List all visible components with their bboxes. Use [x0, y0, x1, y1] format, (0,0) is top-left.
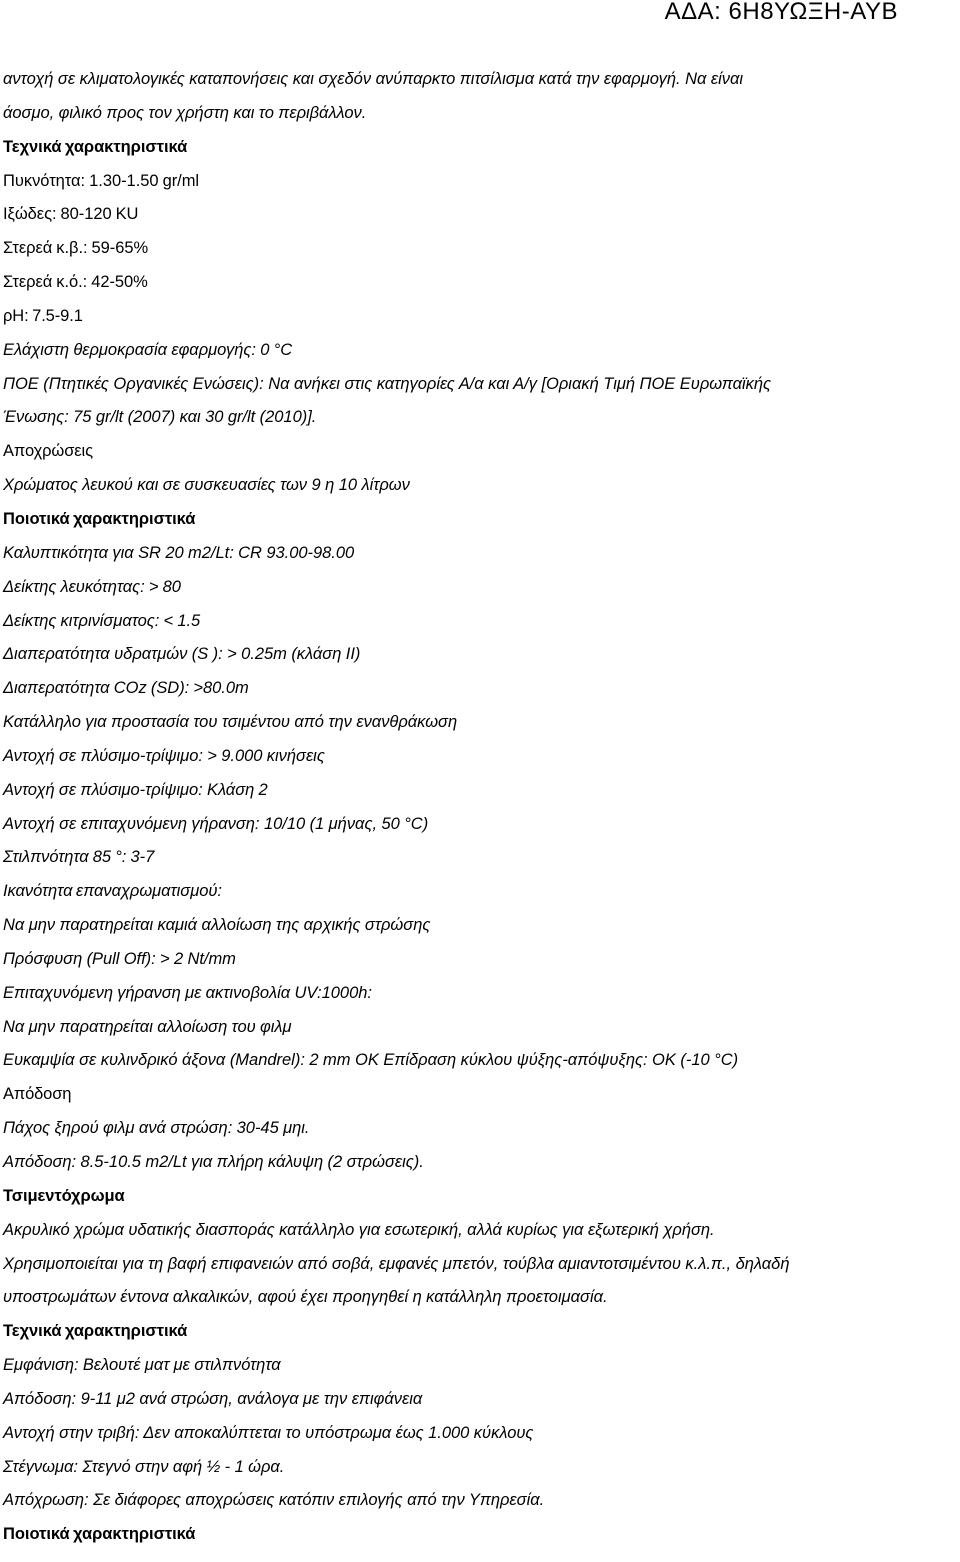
text-line: Στέγνωμα: Στεγνό στην αφή ½ - 1 ώρα. — [3, 1457, 285, 1476]
text-line: Στερεά κ.β.: 59-65% — [3, 239, 149, 258]
text-line: Απόχρωση: Σε διάφορες αποχρώσεις κατόπιν επιλογής από την Υπηρεσία. — [3, 1491, 545, 1510]
text-line: Ακρυλικό χρώμα υδατικής διασποράς κατάλληλο για εσωτερική, αλλά κυρίως για εξωτερική χρήση. — [3, 1220, 715, 1239]
text-line: Πρόσφυση (Pull Off): > 2 Nt/mm — [3, 949, 236, 968]
text-line: Πάχος ξηρού φιλμ ανά στρώση: 30-45 μηι. — [3, 1119, 310, 1138]
text-line: Απόδοση: 9-11 μ2 ανά στρώση, ανάλογα με την επιφάνεια — [3, 1389, 423, 1408]
text-line: Πυκνότητα: 1.30-1.50 gr/ml — [3, 171, 200, 190]
text-line: Ένωσης: 75 gr/lt (2007) και 30 gr/lt (2010)]. — [3, 408, 317, 427]
text-line: Δείκτης λευκότητας: > 80 — [3, 577, 181, 596]
text-line: Ευκαμψία σε κυλινδρικό άξονα (Mandrel): 2 mm OK Επίδραση κύκλου ψύξης-απόψυξης: ΟΚ (-10 °C) — [3, 1051, 739, 1070]
text-line: Αντοχή στην τριβή: Δεν αποκαλύπτεται το υπόστρωμα έως 1.000 κύκλους — [3, 1423, 534, 1442]
section-heading: Τσιμεντόχρωμα — [3, 1186, 125, 1205]
text-line: Αποχρώσεις — [3, 442, 93, 461]
text-line: Καλυπτικότητα για SR 20 m2/Lt: CR 93.00-98.00 — [3, 543, 355, 562]
text-line: Διαπερατότητα COz (SD): >80.0m — [3, 679, 249, 698]
ada-code: ΑΔΑ: 6Η8ΥΩΞΗ-ΑΥΒ — [664, 0, 898, 25]
text-line: Αντοχή σε επιταχυνόμενη γήρανση: 10/10 (1 μήνας, 50 °C) — [3, 814, 429, 833]
text-line: Ελάχιστη θερμοκρασία εφαρμογής: 0 °C — [3, 340, 293, 359]
text-line: Δείκτης κιτρινίσματος: < 1.5 — [3, 611, 201, 630]
text-line: Στιλπνότητα 85 °: 3-7 — [3, 848, 155, 867]
text-line: Στερεά κ.ό.: 42-50% — [3, 273, 148, 292]
section-heading: Ποιοτικά χαρακτηριστικά — [3, 509, 196, 528]
section-heading: Τεχνικά χαρακτηριστικά — [3, 137, 188, 156]
text-line: Εμφάνιση: Βελουτέ ματ με στιλπνότητα — [3, 1356, 281, 1375]
text-line: αντοχή σε κλιματολογικές καταπονήσεις και σχεδόν ανύπαρκτο πιτσίλισμα κατά την εφαρμογή. Να είναι — [3, 70, 744, 88]
text-line: Ικανότητα επαναχρωματισμού: — [3, 882, 222, 901]
text-line: Να μην παρατηρείται αλλοίωση του φιλμ — [3, 1017, 292, 1036]
text-line: άοσμο, φιλικό προς τον χρήστη και το περιβάλλον. — [3, 103, 367, 122]
text-line: Απόδοση: 8.5-10.5 m2/Lt για πλήρη κάλυψη (2 στρώσεις). — [3, 1153, 424, 1171]
section-heading: Τεχνικά χαρακτηριστικά — [3, 1322, 188, 1341]
text-line: Κατάλληλο για προστασία του τσιμέντου από την ενανθράκωση — [3, 713, 458, 732]
text-line: ρH: 7.5-9.1 — [3, 306, 83, 325]
section-heading: Ποιοτικά χαρακτηριστικά — [3, 1525, 196, 1544]
text-line: Διαπερατότητα υδρατμών (S ): > 0.25m (κλάση II) — [3, 645, 361, 664]
text-line: ΠΟΕ (Πτητικές Οργανικές Ενώσεις): Να ανήκει στις κατηγορίες Α/α και Α/γ [Οριακή Τιμή ΠΟΕ Ευρωπαϊκής — [3, 374, 772, 393]
document-body — [3, 63, 958, 1552]
text-line: Χρησιμοποιείται για τη βαφή επιφανειών από σοβά, εμφανές μπετόν, τούβλα αμιαντοτσιμέντου κ.λ.π., δηλαδή — [3, 1254, 790, 1273]
text-line: υποστρωμάτων έντονα αλκαλικών, αφού έχει προηγηθεί η κατάλληλη προετοιμασία. — [3, 1288, 608, 1307]
text-line: Αντοχή σε πλύσιμο-τρίψιμο: > 9.000 κινήσεις — [3, 746, 325, 765]
text-line: Επιταχυνόμενη γήρανση με ακτινοβολία UV:1000h: — [3, 983, 372, 1002]
text-line: Χρώματος λευκού και σε συσκευασίες των 9 η 10 λίτρων — [3, 476, 410, 495]
text-line: Αντοχή σε πλύσιμο-τρίψιμο: Κλάση 2 — [3, 780, 268, 799]
text-line: Απόδοση — [3, 1085, 72, 1104]
text-line: Να μην παρατηρείται καμιά αλλοίωση της αρχικής στρώσης — [3, 916, 431, 935]
text-line: Ιξώδες: 80-120 KU — [3, 205, 139, 224]
